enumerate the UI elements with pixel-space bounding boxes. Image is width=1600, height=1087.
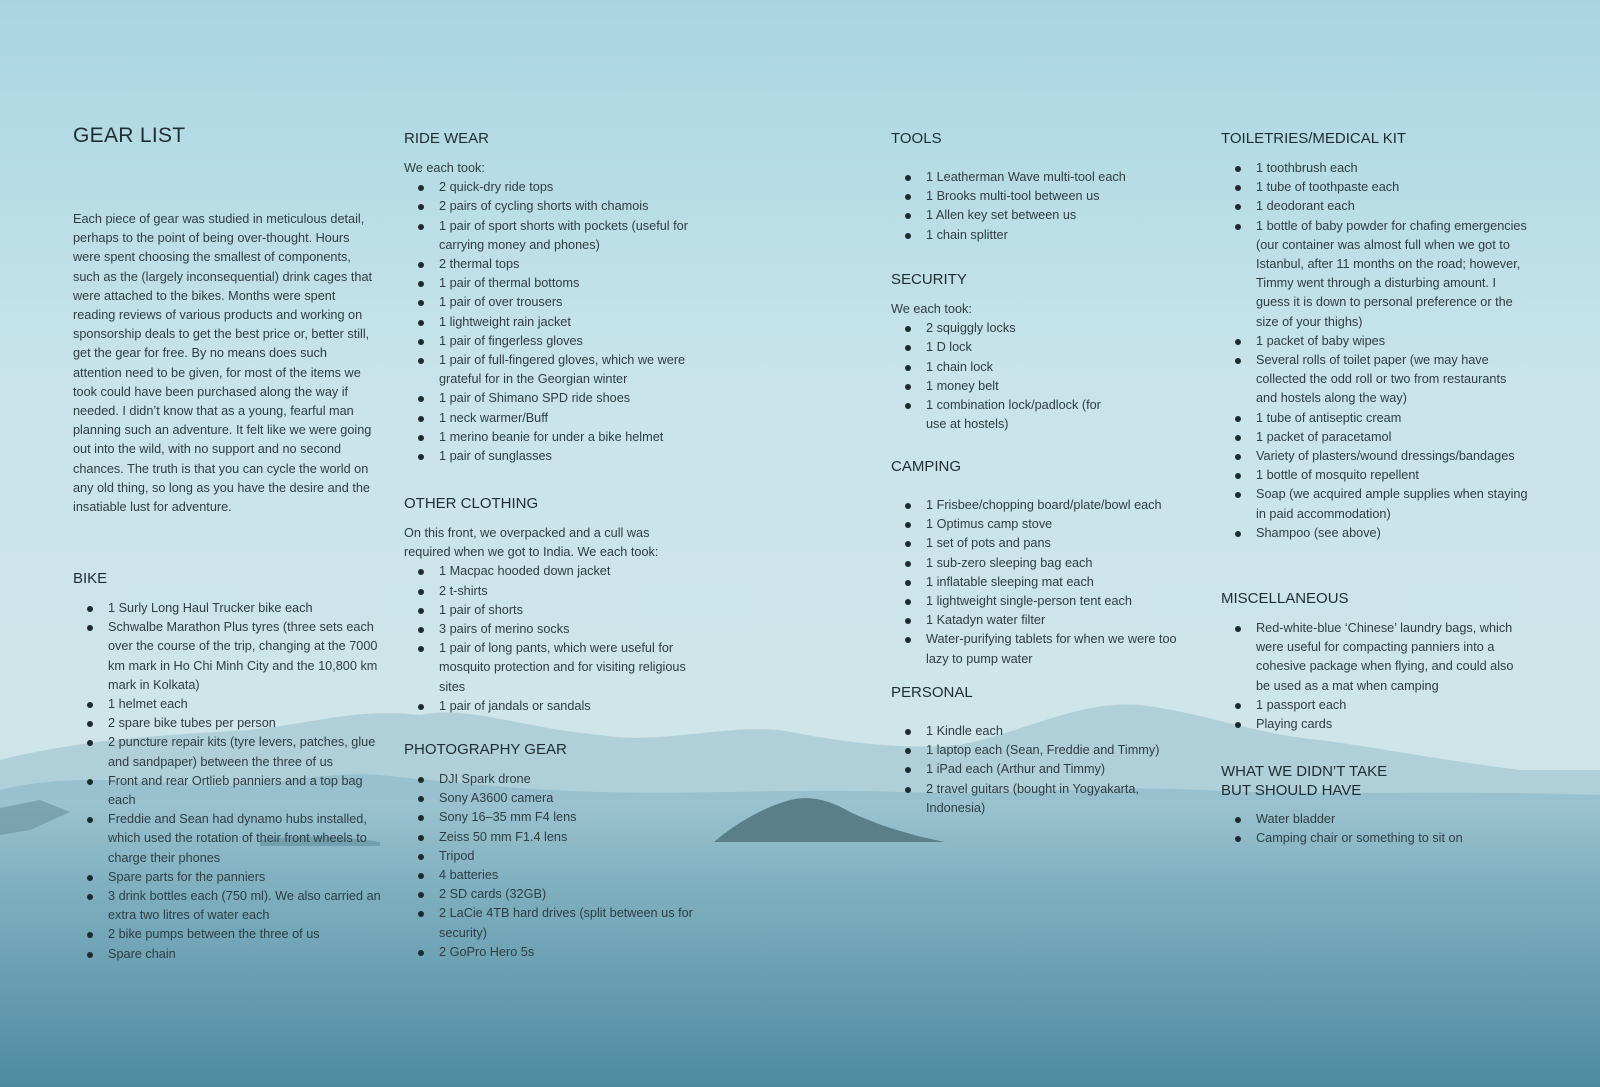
list-item: DJI Spark drone [404, 770, 714, 789]
section-other-clothing [404, 494, 714, 716]
section-heading: TOILETRIES/MEDICAL KIT [1221, 130, 1407, 147]
section-bike [73, 569, 383, 964]
list-item: 2 spare bike tubes per person [73, 714, 383, 733]
section-camping [891, 457, 1201, 669]
camping-list [891, 496, 1201, 669]
list-item: 2 LaCie 4TB hard drives (split between us for security) [404, 904, 714, 942]
section-heading [1221, 762, 1531, 800]
list-item: 2 pairs of cycling shorts with chamois [404, 197, 714, 216]
bike-list [73, 599, 383, 964]
list-item: 2 puncture repair kits (tyre levers, patches, glue and sandpaper) between the three of us [73, 733, 383, 771]
toiletries-list [1221, 159, 1531, 543]
list-item: 4 batteries [404, 866, 714, 885]
list-item: 1 Optimus camp stove [891, 515, 1201, 534]
list-item: 2 squiggly locks [891, 319, 1121, 338]
section-heading: BIKE [73, 570, 108, 587]
list-item: 1 Surly Long Haul Trucker bike each [73, 599, 383, 618]
list-item: 1 iPad each (Arthur and Timmy) [891, 760, 1161, 779]
list-item: Water bladder [1221, 810, 1531, 829]
list-item: 1 pair of Shimano SPD ride shoes [404, 389, 714, 408]
list-item: 1 Frisbee/chopping board/plate/bowl each [891, 496, 1201, 515]
list-item: Sony 16–35 mm F4 lens [404, 808, 714, 827]
security-list [891, 319, 1121, 434]
list-item: 1 neck warmer/Buff [404, 409, 714, 428]
list-item: Shampoo (see above) [1221, 524, 1531, 543]
list-item: 1 laptop each (Sean, Freddie and Timmy) [891, 741, 1161, 760]
section-didnt-take [1221, 762, 1531, 848]
list-item: 1 Macpac hooded down jacket [404, 562, 714, 581]
list-item: 2 t-shirts [404, 582, 714, 601]
list-item: 1 tube of toothpaste each [1221, 178, 1531, 197]
list-item: Sony A3600 camera [404, 789, 714, 808]
list-item: Zeiss 50 mm F1.4 lens [404, 828, 714, 847]
list-item: 1 packet of paracetamol [1221, 428, 1531, 447]
list-item: 1 lightweight single-person tent each [891, 592, 1201, 611]
didnt-take-list [1221, 810, 1531, 848]
list-item: 1 Kindle each [891, 722, 1161, 741]
section-heading: RIDE WEAR [404, 130, 490, 147]
list-item: 1 pair of full-fingered gloves, which we were grateful for in the Georgian winter [404, 351, 714, 389]
list-item: 1 helmet each [73, 695, 383, 714]
section-lead: We each took: [891, 302, 972, 316]
list-item: Playing cards [1221, 715, 1531, 734]
section-ride-wear [404, 129, 714, 466]
section-heading: SECURITY [891, 271, 967, 288]
list-item: 2 travel guitars (bought in Yogyakarta, Indonesia) [891, 780, 1161, 818]
personal-list [891, 722, 1161, 818]
list-item: Soap (we acquired ample supplies when staying in paid accommodation) [1221, 485, 1531, 523]
section-heading: CAMPING [891, 458, 962, 475]
list-item: 1 tube of antiseptic cream [1221, 409, 1531, 428]
list-item: 1 D lock [891, 338, 1121, 357]
list-item: Freddie and Sean had dynamo hubs installed, which used the rotation of their front wheels to charge their phones [73, 810, 383, 868]
list-item: 2 thermal tops [404, 255, 714, 274]
section-tools [891, 129, 1201, 245]
heading-line-1: WHAT WE DIDN’T TAKE [1221, 763, 1388, 780]
list-item: Front and rear Ortlieb panniers and a top bag each [73, 772, 383, 810]
list-item: 1 lightweight rain jacket [404, 313, 714, 332]
list-item: 1 money belt [891, 377, 1121, 396]
other-clothing-list [404, 562, 714, 716]
list-item: 1 packet of baby wipes [1221, 332, 1531, 351]
section-heading: PHOTOGRAPHY GEAR [404, 741, 567, 758]
heading-line-2: BUT SHOULD HAVE [1221, 782, 1362, 799]
list-item: 1 pair of jandals or sandals [404, 697, 714, 716]
section-photography-gear [404, 740, 714, 962]
list-item: 1 Brooks multi-tool between us [891, 187, 1201, 206]
list-item: 2 quick-dry ride tops [404, 178, 714, 197]
list-item: 1 Katadyn water filter [891, 611, 1201, 630]
list-item: Red-white-blue ‘Chinese’ laundry bags, which were useful for compacting panniers into a cohesive package when flying, and could also be used as a mat when camping [1221, 619, 1531, 696]
list-item: Camping chair or something to sit on [1221, 829, 1531, 848]
list-item: 1 pair of thermal bottoms [404, 274, 714, 293]
section-heading: OTHER CLOTHING [404, 495, 539, 512]
list-item: 2 bike pumps between the three of us [73, 925, 383, 944]
list-item: 2 SD cards (32GB) [404, 885, 714, 904]
list-item: 1 pair of sunglasses [404, 447, 714, 466]
list-item: 1 passport each [1221, 696, 1531, 715]
tools-list [891, 168, 1201, 245]
list-item: 1 combination lock/padlock (for use at hostels) [891, 396, 1121, 434]
list-item: 1 pair of over trousers [404, 293, 714, 312]
list-item: Spare chain [73, 945, 383, 964]
page-title: GEAR LIST [73, 124, 186, 147]
list-item: Spare parts for the panniers [73, 868, 383, 887]
list-item: 1 merino beanie for under a bike helmet [404, 428, 714, 447]
list-item: 1 inflatable sleeping mat each [891, 573, 1201, 592]
list-item: 1 bottle of mosquito repellent [1221, 466, 1531, 485]
list-item: 1 pair of fingerless gloves [404, 332, 714, 351]
intro-paragraph: Each piece of gear was studied in meticulous detail, perhaps to the point of being over-thought. Hours were spent choosing the smallest of components, such as the (largely inconsequential) drink cages that were attached to the bikes. Months were spent reading reviews of various products and working on sponsorship deals to get the best price or, better still, get the gear for free. By no means does such attention need to be given, for most of the items we took could have been purchased along the way if needed. I didn’t know that as a young, fearful man planning such an adventure. It felt like we were going out into the wild, with no support and no second chances. The truth is that you can cycle the world on any old thing, so long as you have the desire and the insatiable lust for adventure. [73, 212, 373, 515]
section-heading: MISCELLANEOUS [1221, 590, 1349, 607]
list-item: 3 pairs of merino socks [404, 620, 714, 639]
section-lead: We each took: [404, 161, 485, 175]
section-miscellaneous [1221, 589, 1531, 734]
list-item: 1 chain splitter [891, 226, 1201, 245]
list-item: 1 pair of shorts [404, 601, 714, 620]
section-toiletries [1221, 129, 1531, 543]
list-item: 1 sub-zero sleeping bag each [891, 554, 1201, 573]
list-item: 1 set of pots and pans [891, 534, 1201, 553]
list-item: Several rolls of toilet paper (we may have collected the odd roll or two from restaurants and hostels along the way) [1221, 351, 1531, 409]
list-item: 1 Leatherman Wave multi-tool each [891, 168, 1201, 187]
list-item: 1 chain lock [891, 358, 1121, 377]
photography-list [404, 770, 714, 962]
list-item: 1 toothbrush each [1221, 159, 1531, 178]
section-heading: PERSONAL [891, 684, 973, 701]
list-item: Water-purifying tablets for when we were too lazy to pump water [891, 630, 1201, 668]
list-item: Tripod [404, 847, 714, 866]
section-lead: On this front, we overpacked and a cull was required when we got to India. We each took: [404, 526, 659, 560]
list-item: 1 bottle of baby powder for chafing emergencies (our container was almost full when we got to Istanbul, after 11 months on the road; however, Timmy went through a disturbing amount. I guess it is down to personal preference or the size of your thighs) [1221, 217, 1531, 332]
section-heading: TOOLS [891, 130, 942, 147]
section-security [891, 270, 1201, 434]
misc-list [1221, 619, 1531, 734]
list-item: Schwalbe Marathon Plus tyres (three sets each over the course of the trip, changing at the 7000 km mark in Ho Chi Minh City and the 10,800 km mark in Kolkata) [73, 618, 383, 695]
list-item: 1 Allen key set between us [891, 206, 1201, 225]
section-personal [891, 683, 1201, 818]
list-item: 1 pair of sport shorts with pockets (useful for carrying money and phones) [404, 217, 714, 255]
list-item: Variety of plasters/wound dressings/bandages [1221, 447, 1531, 466]
list-item: 3 drink bottles each (750 ml). We also carried an extra two litres of water each [73, 887, 383, 925]
ride-wear-list [404, 178, 714, 466]
list-item: 1 pair of long pants, which were useful for mosquito protection and for visiting religious sites [404, 639, 714, 697]
list-item: 1 deodorant each [1221, 197, 1531, 216]
list-item: 2 GoPro Hero 5s [404, 943, 714, 962]
